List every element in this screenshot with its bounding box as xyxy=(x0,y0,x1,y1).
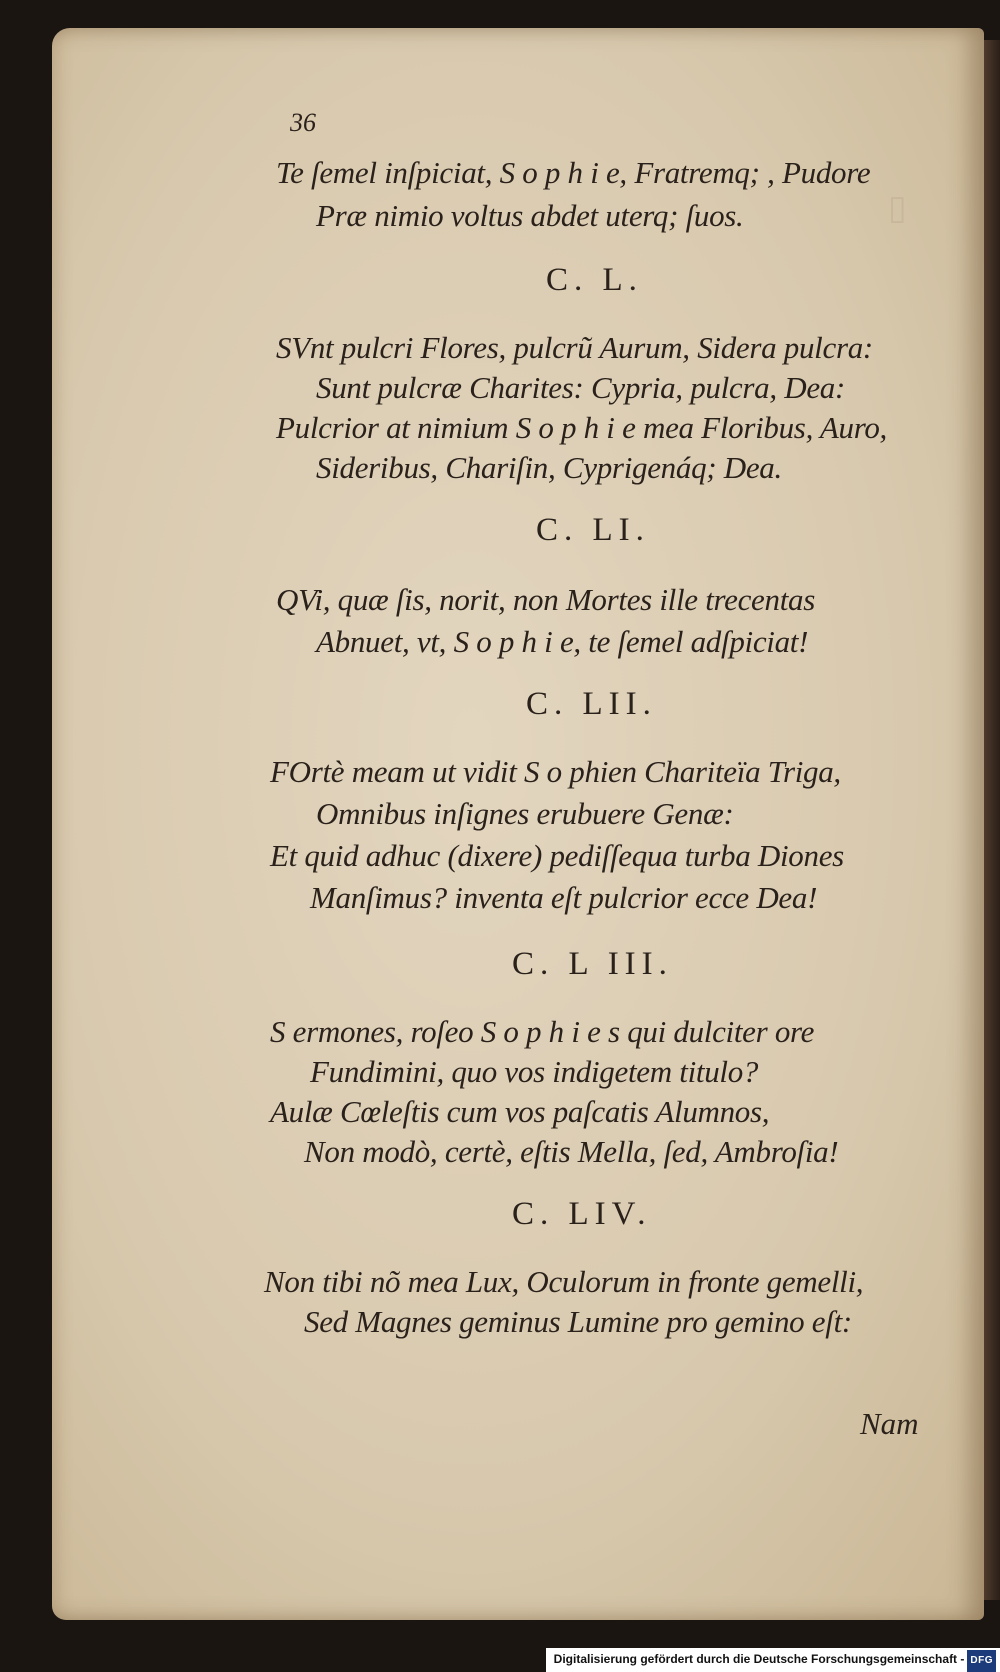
verse-line: FOrtè meam ut vidit S o phien Chariteïa Triga, xyxy=(270,754,841,789)
verse-line: S ermones, roſeo S o p h i e s qui dulciter ore xyxy=(270,1014,815,1049)
verse-line: Et quid adhuc (dixere) pediſſequa turba Diones xyxy=(270,838,844,873)
verse-line: Fundimini, quo vos indigetem titulo? xyxy=(310,1054,759,1089)
verse-line: Manſimus? inventa eſt pulcrior ecce Dea! xyxy=(310,880,818,915)
epigram-heading: C. LIV. xyxy=(512,1196,652,1232)
verse-line: Omnibus inſignes erubuere Genæ: xyxy=(316,796,734,831)
verse-line: Non tibi nõ mea Lux, Oculorum in fronte gemelli, xyxy=(264,1264,864,1299)
credit-text: Digitalisierung gefördert durch die Deutsche Forschungsgemeinschaft - xyxy=(553,1652,965,1666)
verse-line: Abnuet, vt, S o p h i e, te ſemel adſpiciat! xyxy=(316,624,809,659)
dfg-logo-icon: DFG xyxy=(967,1650,996,1672)
page-number: 36 xyxy=(290,108,316,137)
catchword: Nam xyxy=(860,1406,919,1441)
digitization-credit xyxy=(546,1648,1000,1672)
verse-line: Præ nimio voltus abdet uterq; ſuos. xyxy=(316,198,744,233)
epigram-heading: C. LII. xyxy=(526,686,657,722)
verse-line: Aulæ Cœleſtis cum vos paſcatis Alumnos, xyxy=(270,1094,770,1129)
verse-line: Non modò, certè, eſtis Mella, ſed, Ambroſia! xyxy=(304,1134,839,1169)
verse-line: Pulcrior at nimium S o p h i e mea Floribus, Auro, xyxy=(276,410,888,445)
show-through-text: ▯ xyxy=(888,190,907,227)
epigram-heading: C. LI. xyxy=(536,512,650,548)
verse-line: Sideribus, Chariſin, Cyprigenáq; Dea. xyxy=(316,450,782,485)
verse-line: Sed Magnes geminus Lumine pro gemino eſt: xyxy=(304,1304,852,1339)
epigram-heading: C. L III. xyxy=(512,946,673,982)
verse-line: Te ſemel inſpiciat, S o p h i e, Fratremq; , Pudore xyxy=(276,155,871,190)
verse-line: QVi, quæ ſis, norit, non Mortes ille trecentas xyxy=(276,582,815,617)
verse-line: SVnt pulcri Flores, pulcrũ Aurum, Sidera pulcra: xyxy=(276,330,873,365)
verse-line: Sunt pulcræ Charites: Cypria, pulcra, Dea: xyxy=(316,370,846,405)
epigram-heading: C. L. xyxy=(546,262,643,298)
